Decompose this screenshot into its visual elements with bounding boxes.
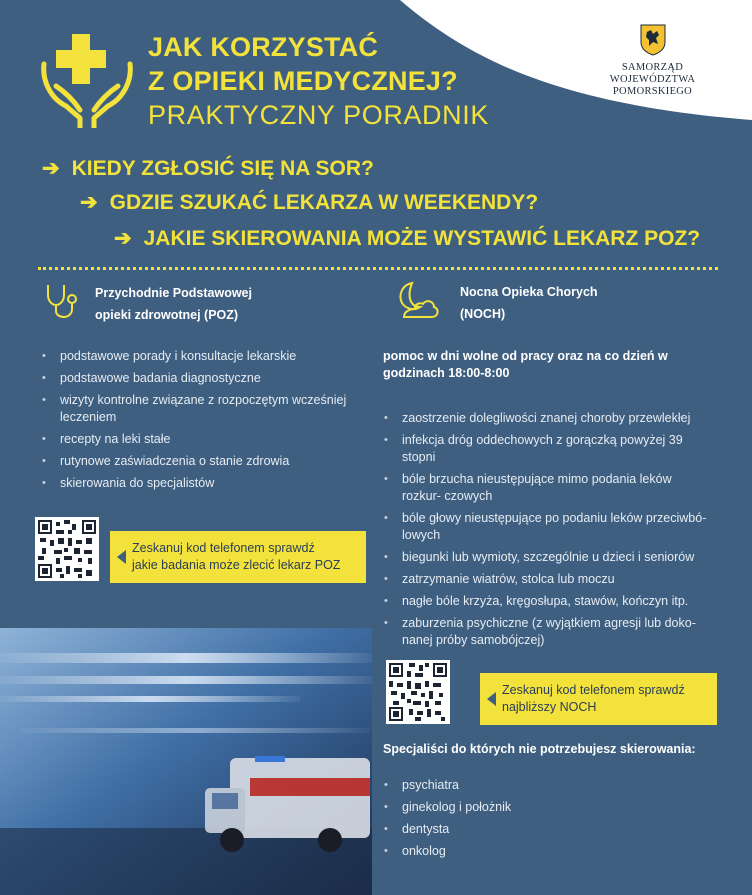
- noch-qr-code[interactable]: [386, 660, 450, 724]
- list-item: • dentysta: [384, 821, 684, 838]
- noch-intro: pomoc w dni wolne od pracy oraz na co dzień w godzinach 18:00-8:00: [383, 349, 668, 380]
- specialists-heading: Specjaliści do których nie potrzebujesz skierowania:: [383, 742, 696, 756]
- list-item: • rutynowe zaświadczenia o stanie zdrowia: [42, 453, 372, 470]
- list-item: • bóle brzucha nieustępujące mimo podania leków rozkur- czowych: [384, 471, 710, 505]
- list-item: • zatrzymanie wiatrów, stolca lub moczu: [384, 571, 710, 588]
- list-item: • ginekolog i położnik: [384, 799, 684, 816]
- subtitle: PRAKTYCZNY PORADNIK: [148, 100, 489, 130]
- specialists-list: [384, 777, 684, 865]
- list-item: • bóle głowy nieustępujące po podaniu leków przeciwbó- lowych: [384, 510, 710, 544]
- logo-line1: SAMORZĄD: [621, 62, 684, 73]
- list-item: • podstawowe porady i konsultacje lekarskie: [42, 348, 372, 365]
- logo: [570, 24, 735, 98]
- list-item: • zaostrzenie dolegliwości znanej choroby przewlekłej: [384, 410, 710, 427]
- poz-callout: Zeskanuj kod telefonem sprawdź jakie badania może zlecić lekarz POZ: [110, 531, 366, 583]
- griffin-shield-icon: [640, 24, 666, 56]
- list-item: • zaburzenia psychiczne (z wyjątkiem agresji lub doko- nanej próby samobójczej): [384, 615, 710, 649]
- title-line2: Z OPIEKI MEDYCZNEJ?: [148, 66, 458, 96]
- logo-line2: WOJEWÓDZTWA POMORSKIEGO: [609, 74, 696, 97]
- ambulance-photo: [0, 628, 372, 895]
- qr-pattern-icon: [389, 663, 447, 721]
- list-item: • wizyty kontrolne związane z rozpoczętym wcześniej leczeniem: [42, 392, 372, 426]
- poz-list: [42, 348, 372, 497]
- arrow-right-icon: ➔: [114, 227, 132, 250]
- arrow-right-icon: ➔: [42, 157, 60, 180]
- noch-heading: Nocna Opieka Chorych (NOCH): [460, 285, 598, 321]
- title-line1: JAK KORZYSTAĆ: [148, 32, 379, 62]
- list-item: • onkolog: [384, 843, 684, 860]
- question-1: ➔ KIEDY ZGŁOSIĆ SIĘ NA SOR?: [42, 157, 374, 180]
- callout-pointer: [117, 550, 126, 564]
- list-item: • skierowania do specjalistów: [42, 475, 372, 492]
- list-item: • biegunki lub wymioty, szczególnie u dzieci i seniorów: [384, 549, 710, 566]
- qr-pattern-icon: [38, 520, 96, 578]
- noch-list: [384, 410, 710, 654]
- question-3: ➔ JAKIE SKIEROWANIA MOŻE WYSTAWIĆ LEKARZ POZ?: [114, 227, 701, 250]
- callout-pointer: [487, 692, 496, 706]
- list-item: • infekcja dróg oddechowych z gorączką powyżej 39 stopni: [384, 432, 710, 466]
- noch-callout: Zeskanuj kod telefonem sprawdź najbliższy NOCH: [480, 673, 717, 725]
- list-item: • psychiatra: [384, 777, 684, 794]
- list-item: • nagłe bóle krzyża, kręgosłupa, stawów, kończyn itp.: [384, 593, 710, 610]
- poz-qr-code[interactable]: [35, 517, 99, 581]
- stethoscope-icon: [40, 281, 80, 321]
- poz-heading: Przychodnie Podstawowej opieki zdrowotnej (POZ): [95, 286, 252, 322]
- header-title: [148, 30, 489, 132]
- list-item: • podstawowe badania diagnostyczne: [42, 370, 372, 387]
- moon-cloud-icon: [390, 279, 442, 321]
- list-item: • recepty na leki stałe: [42, 431, 372, 448]
- dotted-divider: [38, 267, 718, 274]
- question-2: ➔ GDZIE SZUKAĆ LEKARZA W WEEKENDY?: [80, 191, 539, 214]
- medical-cross-hands-icon: [40, 28, 134, 128]
- arrow-right-icon: ➔: [80, 191, 98, 214]
